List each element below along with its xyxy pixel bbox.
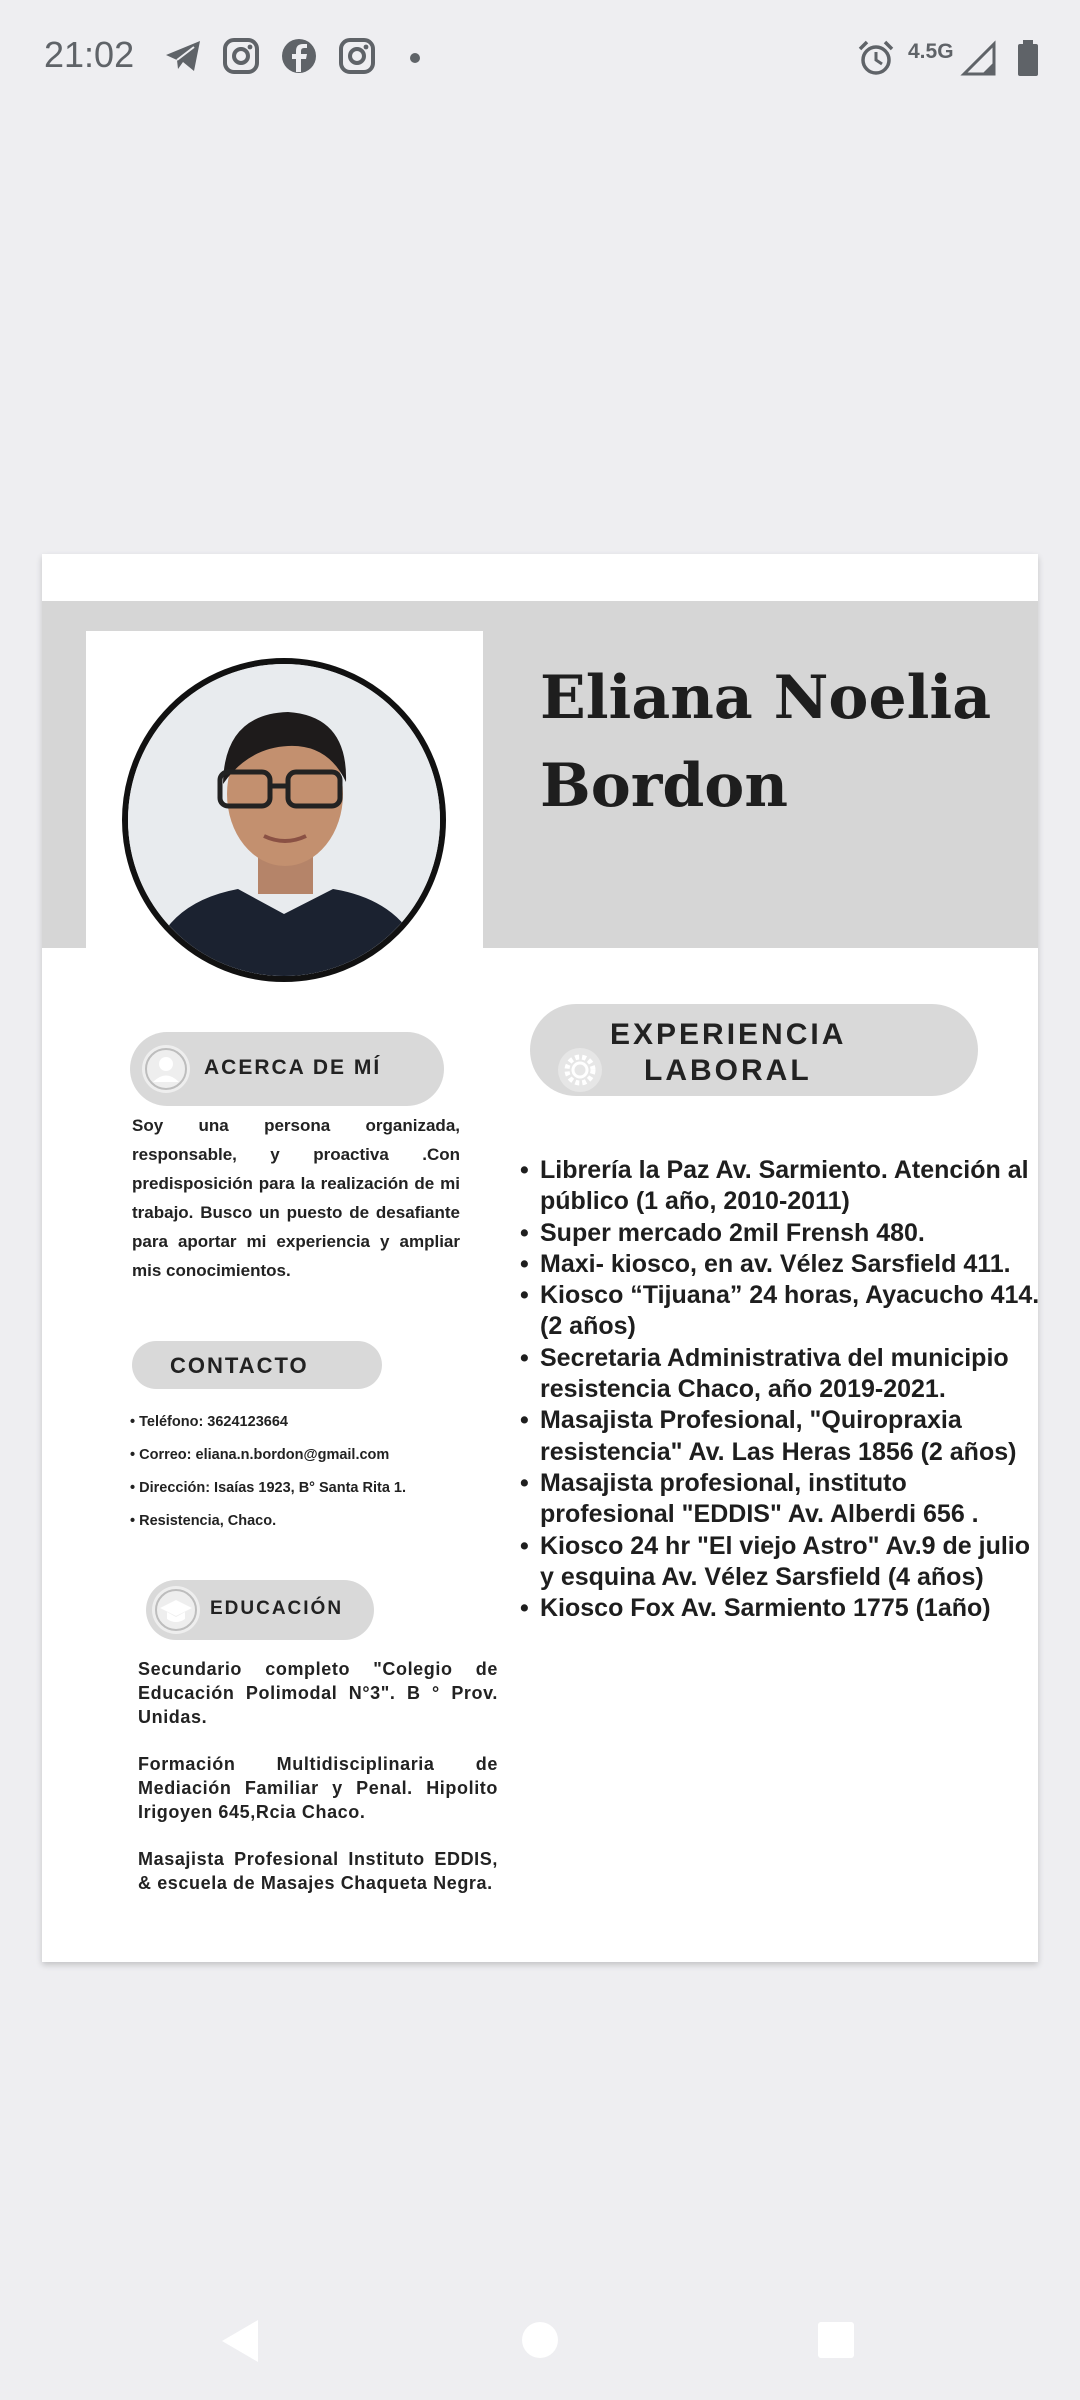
network-type-label: 4.5G — [908, 40, 954, 63]
alarm-icon — [856, 38, 896, 78]
experience-item: • Super mercado 2mil Frensh 480. — [520, 1218, 1040, 1249]
experience-header — [530, 1004, 978, 1096]
home-icon[interactable] — [520, 2320, 560, 2360]
experience-item: • Kiosco Fox Av. Sarmiento 1775 (1año) — [520, 1593, 1040, 1624]
battery-icon — [1008, 38, 1048, 78]
about-title: ACERCA DE MÍ — [204, 1056, 382, 1079]
contact-address: • Dirección: Isaías 1923, B° Santa Rita 1. — [130, 1472, 470, 1505]
user-icon — [142, 1045, 190, 1093]
experience-item: • Librería la Paz Av. Sarmiento. Atención al público (1 año, 2010-2011) — [520, 1155, 1040, 1218]
education-item: Formación Multidisciplinaria de Mediación Familiar y Penal. Hipolito Irigoyen 645,Rcia Chaco. — [138, 1754, 498, 1822]
cv-name-line1: Eliana Noelia — [540, 663, 992, 733]
experience-list — [520, 1155, 1040, 1624]
cv-name — [540, 654, 1000, 830]
back-icon[interactable] — [218, 2316, 262, 2366]
gear-icon — [552, 1042, 608, 1098]
experience-item: • Masajista profesional, instituto profesional "EDDIS" Av. Alberdi 656 . — [520, 1468, 1040, 1531]
experience-item: • Kiosco “Tijuana” 24 horas, Ayacucho 414. (2 años) — [520, 1280, 1040, 1343]
contact-city: • Resistencia, Chaco. — [130, 1505, 470, 1538]
experience-item: • Maxi- kiosco, en av. Vélez Sarsfield 411. — [520, 1249, 1040, 1280]
about-header — [130, 1032, 444, 1106]
instagram-icon — [221, 36, 261, 76]
contact-title: CONTACTO — [170, 1353, 309, 1378]
experience-item: • Kiosco 24 hr "El viejo Astro" Av.9 de julio y esquina Av. Vélez Sarsfield (4 años) — [520, 1531, 1040, 1594]
experience-title-line2: LABORAL — [644, 1054, 812, 1087]
contact-email: • Correo: eliana.n.bordon@gmail.com — [130, 1439, 470, 1472]
experience-item: • Secretaria Administrativa del municipio resistencia Chaco, año 2019-2021. — [520, 1343, 1040, 1406]
profile-photo — [122, 658, 446, 982]
graduation-cap-icon — [152, 1586, 200, 1634]
contact-list — [130, 1406, 470, 1538]
signal-icon — [960, 38, 1000, 78]
education-title: EDUCACIÓN — [210, 1598, 344, 1619]
telegram-icon — [163, 36, 203, 76]
more-dot-icon — [395, 36, 435, 76]
education-item: Secundario completo "Colegio de Educación Polimodal N°3". B ° Prov. Unidas. — [138, 1659, 498, 1727]
education-header — [146, 1580, 374, 1640]
navigation-bar — [0, 2290, 1080, 2400]
education-item: Masajista Profesional Instituto EDDIS, & escuela de Masajes Chaqueta Negra. — [138, 1849, 498, 1893]
about-text: Soy una persona organizada, responsable, y proactiva .Con predisposición para la realización de mi trabajo. Busco un puesto de desafiante para aportar mi experiencia y ampliar mis conocimientos. — [132, 1116, 460, 1280]
recents-icon[interactable] — [816, 2320, 856, 2360]
experience-title-line1: EXPERIENCIA — [610, 1018, 847, 1051]
experience-item: • Masajista Profesional, "Quiropraxia resistencia" Av. Las Heras 1856 (2 años) — [520, 1405, 1040, 1468]
contact-phone: • Teléfono: 3624123664 — [130, 1406, 470, 1439]
cv-name-line2: Bordon — [540, 751, 788, 821]
facebook-icon — [279, 36, 319, 76]
education-list — [138, 1657, 498, 1918]
cv-document — [42, 554, 1038, 1962]
status-bar — [0, 0, 1080, 110]
contact-header — [132, 1341, 382, 1389]
instagram-icon — [337, 36, 377, 76]
status-time: 21:02 — [44, 34, 135, 75]
